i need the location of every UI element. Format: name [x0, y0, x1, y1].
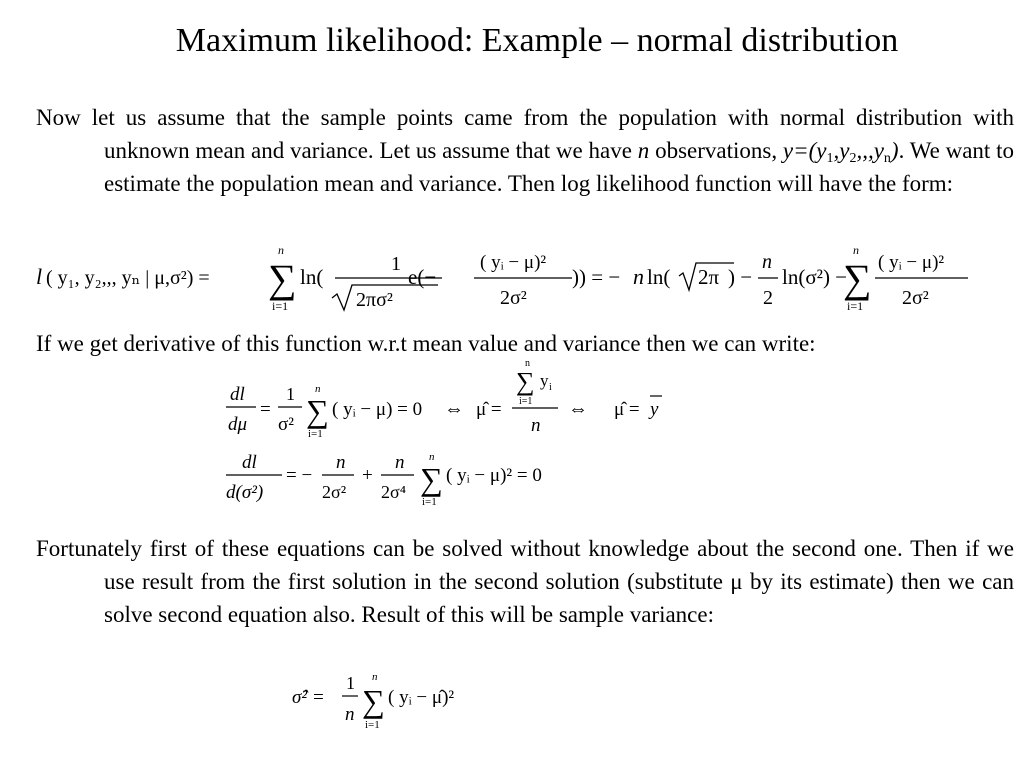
intro-y: y=(y: [782, 138, 827, 163]
eq1-sum2-top: n: [853, 243, 859, 257]
intro-sub-2: 2: [849, 151, 857, 166]
eq3-dsigma: d(σ²): [226, 482, 264, 503]
eq4-term: ( yᵢ − μ̂)²: [388, 687, 455, 708]
paragraph-derivative: If we get derivative of this function w.r.t mean value and variance then we can write:: [36, 331, 816, 356]
eq1-sum2-symbol: ∑: [843, 256, 872, 301]
eq2-num-y: y: [540, 371, 549, 390]
eq3-frac1-den: 2σ²: [322, 482, 347, 502]
intro-y2: ,y: [833, 138, 850, 163]
eq1-minus-frac: ) −: [728, 265, 753, 289]
derivative-mu-equation: [222, 358, 682, 440]
intro-close: ): [890, 138, 899, 163]
eq1-n1: n: [633, 264, 644, 289]
eq1-ln1: ln(: [300, 265, 324, 289]
slide-title: Maximum likelihood: Example – normal distribution: [175, 22, 899, 59]
eq2-dmu: dμ: [228, 414, 248, 435]
eq3-frac1-num: n: [336, 452, 346, 473]
intro-n: n: [637, 138, 650, 163]
eq2-sum-top: n: [315, 383, 321, 395]
eq4-sum-symbol: ∑: [362, 683, 385, 719]
eq1-frac1-den: 2πσ²: [356, 289, 393, 311]
eq1-sum1-top: n: [278, 243, 284, 257]
eq1-frac2-den: 2σ²: [500, 287, 527, 309]
eq4-one: 1: [346, 673, 355, 693]
eq3-dl: dl: [242, 452, 257, 473]
eq2-num-sum-symbol: ∑: [516, 367, 535, 396]
sample-variance-equation: [290, 668, 490, 734]
eq4-sum-top: n: [372, 671, 378, 683]
eq2-num-sum-top: n: [525, 358, 530, 369]
eq1-sum1-symbol: ∑: [268, 256, 297, 301]
eq4-lhs: σ̂² =: [292, 687, 325, 708]
eq2-iff2: ⇔: [568, 398, 588, 420]
eq2-muhat2: μ̂ =: [614, 399, 640, 420]
eq1-frac3-num: n: [762, 251, 772, 273]
eq1-sqrt2-content: 2π: [698, 265, 720, 289]
eq1-lhs-args: ( y₁, y₂,,, yₙ | μ,σ²) =: [46, 267, 210, 289]
eq2-term: ( yᵢ − μ) = 0: [332, 399, 423, 420]
eq1-e: e(−: [408, 265, 437, 289]
eq3-frac2-den: 2σ⁴: [381, 482, 406, 502]
eq3-frac2-num: n: [395, 452, 405, 473]
eq4-sum-bottom: i=1: [365, 719, 380, 731]
intro-sub-1: 1: [826, 151, 834, 166]
eq2-iff1: ⇔: [444, 398, 464, 420]
eq2-num-sum-bottom: i=1: [519, 396, 533, 407]
eq3-plus: +: [362, 465, 373, 486]
log-likelihood-equation: [30, 240, 1020, 320]
eq3-term: ( yᵢ − μ)² = 0: [446, 465, 542, 486]
eq1-ln2: ln(: [647, 265, 671, 289]
eq3-sum-symbol: ∑: [420, 461, 443, 497]
eq2-sum-bottom: i=1: [308, 428, 323, 440]
eq2-equals: =: [260, 399, 271, 420]
eq2-sigma2: σ²: [278, 414, 294, 435]
eq1-frac4-den: 2σ²: [902, 287, 929, 309]
eq1-frac2-num: ( yᵢ − μ)²: [480, 252, 547, 273]
eq3-sum-bottom: i=1: [422, 496, 437, 508]
eq1-close: )) = −: [572, 265, 621, 289]
paragraph-conclusion: Fortunately first of these equations can be solved without knowledge about the second one. Then if we use result from the first solution in the second solution (substitute μ by its estimate) then we can solve second equation also. Result of this will be sample variance:: [36, 536, 1014, 627]
eq1-sum2-bottom: i=1: [847, 299, 864, 313]
eq2-one: 1: [286, 384, 295, 404]
eq1-l: l: [36, 264, 43, 289]
eq3-eq-minus: = −: [286, 465, 313, 486]
eq2-ybar: y: [650, 399, 659, 420]
eq1-frac4-num: ( yᵢ − μ)²: [878, 252, 945, 273]
derivative-sigma-equation: [222, 448, 582, 512]
eq1-frac1-num: 1: [391, 253, 401, 275]
intro-text-a: Now let us assume that the sample points came from the population with normal distribution with unknown mean and variance. Let us assume that we have: [36, 105, 1014, 163]
eq2-num-y-sub: i: [549, 382, 552, 393]
intro-sub-n: n: [883, 151, 891, 166]
eq2-muhat1: μ̂ =: [476, 399, 502, 420]
eq3-sum-top: n: [429, 451, 435, 463]
eq1-ln3: ln(σ²) −: [782, 265, 848, 289]
eq4-n: n: [345, 704, 355, 725]
eq2-sum-symbol: ∑: [306, 393, 329, 429]
intro-text-b: observations,: [649, 138, 783, 163]
eq1-frac3-den: 2: [763, 287, 773, 309]
eq2-den-n: n: [531, 415, 541, 436]
eq1-sum1-bottom: i=1: [272, 299, 289, 313]
intro-yn: ,,,y: [856, 138, 884, 163]
eq2-dl: dl: [230, 384, 245, 405]
paragraph-intro: [36, 101, 1014, 200]
intro-text-f: . We want to estimate the population mean and variance. Then log likelihood function will have the form:: [104, 138, 1014, 196]
